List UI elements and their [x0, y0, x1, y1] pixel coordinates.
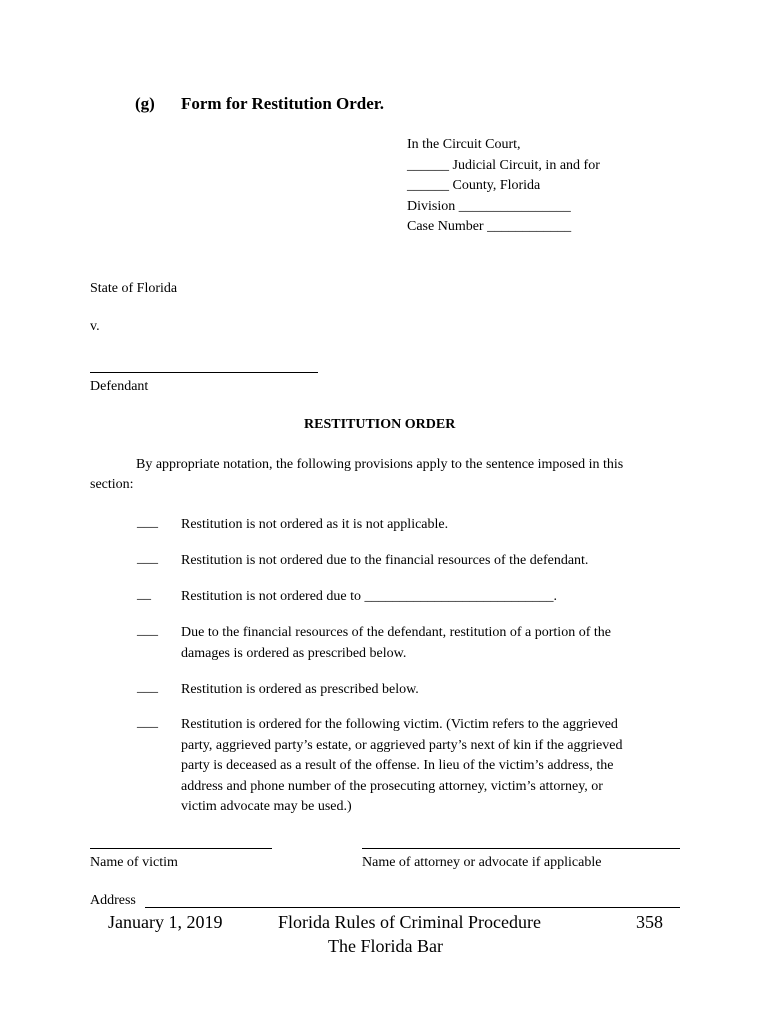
option-checkbox-blank[interactable]: ___	[137, 623, 158, 638]
address-label: Address	[90, 893, 136, 908]
option-text	[181, 715, 671, 818]
section-letter: (g)	[135, 94, 155, 113]
state-of-florida: State of Florida	[90, 281, 178, 296]
option-text: Restitution is not ordered as it is not applicable.	[181, 517, 449, 532]
footer-page-number: 358	[636, 912, 663, 932]
circuit-line	[407, 156, 600, 177]
option-line: party is deceased as a result of the offense. In lieu of the victim’s address, the	[181, 758, 614, 773]
county-blank: ______	[407, 178, 449, 193]
option-line: Restitution is ordered for the following victim. (Victim refers to the aggrieved	[181, 717, 618, 732]
option-checkbox-blank[interactable]: __	[137, 587, 151, 602]
county-text: County, Florida	[449, 178, 541, 193]
case-number-line	[407, 217, 600, 238]
case-number-blank: ____________	[487, 219, 572, 234]
victim-name-line[interactable]	[90, 848, 272, 849]
order-title: RESTITUTION ORDER	[304, 417, 456, 432]
option-text	[181, 623, 671, 664]
circuit-text: Judicial Circuit, in and for	[449, 157, 600, 173]
option-text: Restitution is not ordered due to ___________________________.	[181, 589, 558, 604]
defendant-label: Defendant	[90, 379, 149, 394]
option-checkbox-blank[interactable]: ___	[137, 515, 158, 530]
circuit-blank: ______	[407, 157, 449, 173]
division-line	[407, 197, 600, 218]
option-checkbox-blank[interactable]: ___	[137, 715, 158, 730]
option-line: victim advocate may be used.)	[181, 799, 352, 814]
section-title: Form for Restitution Order.	[181, 94, 385, 113]
footer-publisher: The Florida Bar	[328, 936, 443, 956]
victim-name-label: Name of victim	[90, 855, 178, 870]
option-line: party, aggrieved party’s estate, or aggrieved party’s next of kin if the aggrieved	[181, 737, 623, 753]
intro-text-cont: section:	[90, 477, 134, 492]
option-checkbox-blank[interactable]: ___	[137, 551, 158, 566]
division-blank: ________________	[458, 198, 571, 214]
county-line	[407, 176, 600, 197]
option-text: Restitution is ordered as prescribed below.	[181, 682, 419, 697]
attorney-name-label: Name of attorney or advocate if applicable	[362, 855, 602, 870]
address-line[interactable]	[145, 907, 680, 908]
option-text: Restitution is not ordered due to the financial resources of the defendant.	[181, 553, 589, 568]
option-checkbox-blank[interactable]: ___	[137, 680, 158, 695]
versus: v.	[90, 319, 100, 334]
case-number-label: Case Number	[407, 219, 488, 234]
court-caption	[407, 135, 600, 238]
division-label: Division	[407, 198, 459, 214]
court-line: In the Circuit Court,	[407, 137, 521, 152]
defendant-signature-line	[90, 372, 318, 373]
intro-text: By appropriate notation, the following provisions apply to the sentence imposed in this	[136, 457, 624, 472]
option-line: address and phone number of the prosecuting attorney, victim’s attorney, or	[181, 778, 603, 794]
option-line: Due to the financial resources of the defendant, restitution of a portion of the	[181, 625, 611, 640]
footer-date: January 1, 2019	[108, 912, 223, 932]
attorney-name-line[interactable]	[362, 848, 680, 849]
option-line: damages is ordered as prescribed below.	[181, 645, 407, 661]
footer-title: Florida Rules of Criminal Procedure	[278, 912, 541, 932]
